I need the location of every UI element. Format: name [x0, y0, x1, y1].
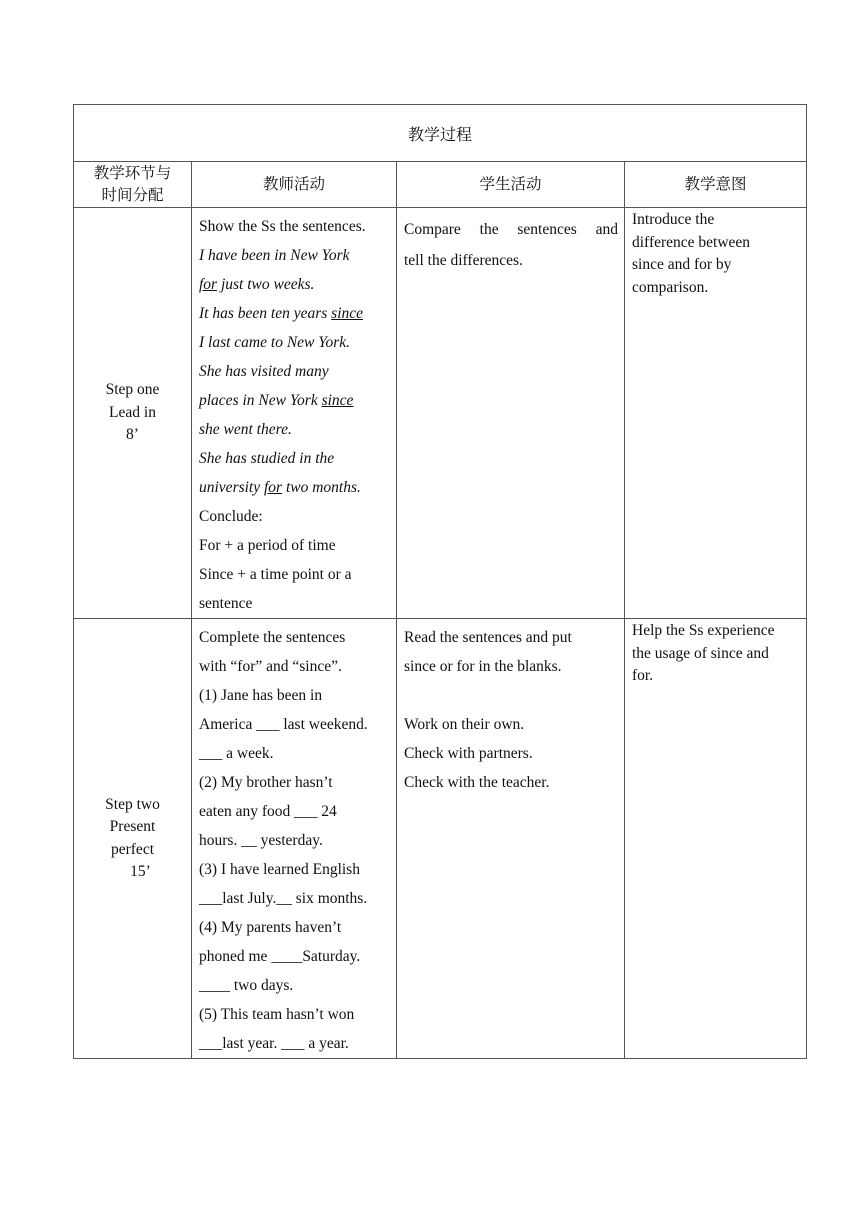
exercise-line: (2) My brother hasn’t	[199, 774, 333, 791]
exercise-line: eaten any food ___ 24	[199, 803, 337, 820]
example-sentence: she went there.	[199, 421, 292, 438]
sentence-text: places in New York	[199, 392, 322, 409]
exercise-line: America ___ last weekend.	[199, 716, 368, 733]
teaching-process-table	[73, 104, 807, 1059]
example-sentence: I have been in New York	[199, 247, 350, 264]
header-intent: 教学意图	[625, 162, 807, 208]
step-stage: Present	[109, 818, 156, 835]
teacher-line: Conclude:	[199, 508, 263, 525]
sentence-text: It has been ten years	[199, 305, 332, 322]
example-sentence	[199, 386, 390, 415]
step-stage: perfect	[110, 840, 155, 858]
exercise-line: ____ two days.	[199, 977, 294, 994]
student-line: Check with partners.	[404, 745, 533, 762]
exercise-line: (1) Jane has been in	[199, 687, 323, 704]
underlined-word: since	[331, 305, 364, 322]
example-sentence: She has visited many	[199, 363, 329, 380]
student-line: tell the differences.	[404, 252, 523, 269]
step-name: Step two	[105, 795, 160, 813]
teacher-line: Show the Ss the sentences.	[199, 218, 366, 235]
intent-cell	[625, 619, 807, 1059]
table-row-step-two	[74, 619, 807, 1059]
student-line: Work on their own.	[404, 716, 525, 733]
exercise-line: (3) I have learned English	[199, 861, 360, 878]
exercise-line: ___ a week.	[199, 745, 274, 762]
intent-line: for.	[632, 667, 654, 684]
teacher-line: with “for” and “since”.	[199, 658, 342, 675]
student-line: Read the sentences and put	[404, 629, 572, 646]
exercise-line: ___last July.__ six months.	[199, 890, 368, 907]
underlined-word: for	[199, 276, 218, 293]
step-cell	[74, 619, 192, 1059]
teacher-line: Complete the sentences	[199, 629, 346, 646]
example-sentence: I last came to New York.	[199, 334, 350, 351]
intent-line: Help the Ss experience	[632, 622, 775, 639]
sentence-text: two months.	[282, 479, 361, 496]
student-activity-cell	[397, 619, 625, 1059]
header-row	[74, 162, 807, 208]
student-activity-cell	[397, 208, 625, 619]
intent-line: Introduce the	[632, 211, 715, 228]
student-line: Check with the teacher.	[404, 774, 550, 791]
step-time: 15’	[130, 863, 151, 880]
student-line: since or for in the blanks.	[404, 658, 562, 675]
intent-line: difference between	[632, 233, 751, 251]
spacer	[404, 681, 618, 710]
header-stage	[74, 162, 192, 208]
step-stage: Lead in	[109, 403, 156, 421]
step-name: Step one	[105, 381, 160, 399]
intent-cell	[625, 208, 807, 619]
example-sentence	[199, 473, 390, 502]
example-sentence: She has studied in the	[199, 450, 335, 467]
exercise-line: (5) This team hasn’t won	[199, 1006, 355, 1023]
header-teacher: 教师活动	[192, 162, 397, 208]
exercise-line: (4) My parents haven’t	[199, 919, 342, 936]
header-student: 学生活动	[397, 162, 625, 208]
exercise-line: ___last year. ___ a year.	[199, 1035, 349, 1052]
step-cell	[74, 208, 192, 619]
example-sentence	[199, 299, 390, 328]
teacher-line: sentence	[199, 595, 253, 612]
header-stage-line1: 教学环节与	[93, 164, 172, 182]
intent-line: since and for by	[632, 256, 732, 273]
intent-line: the usage of since and	[632, 644, 769, 662]
teacher-line: Since + a time point or a	[199, 566, 352, 583]
sentence-text: just two weeks.	[217, 276, 315, 293]
intent-line: comparison.	[632, 278, 709, 296]
table-row-step-one	[74, 208, 807, 619]
underlined-word: for	[264, 479, 283, 496]
underlined-word: since	[321, 392, 354, 409]
table-title: 教学过程	[74, 105, 807, 162]
teacher-activity-cell	[192, 208, 397, 619]
teacher-activity-cell	[192, 619, 397, 1059]
exercise-line: phoned me ____Saturday.	[199, 948, 361, 965]
sentence-text: university	[199, 479, 264, 496]
teacher-line: For + a period of time	[199, 537, 336, 554]
example-sentence	[199, 270, 390, 299]
step-time: 8’	[126, 426, 139, 444]
student-line: Compare the sentences and	[404, 221, 618, 238]
header-stage-line2: 时间分配	[101, 186, 164, 204]
exercise-line: hours. __ yesterday.	[199, 832, 323, 849]
